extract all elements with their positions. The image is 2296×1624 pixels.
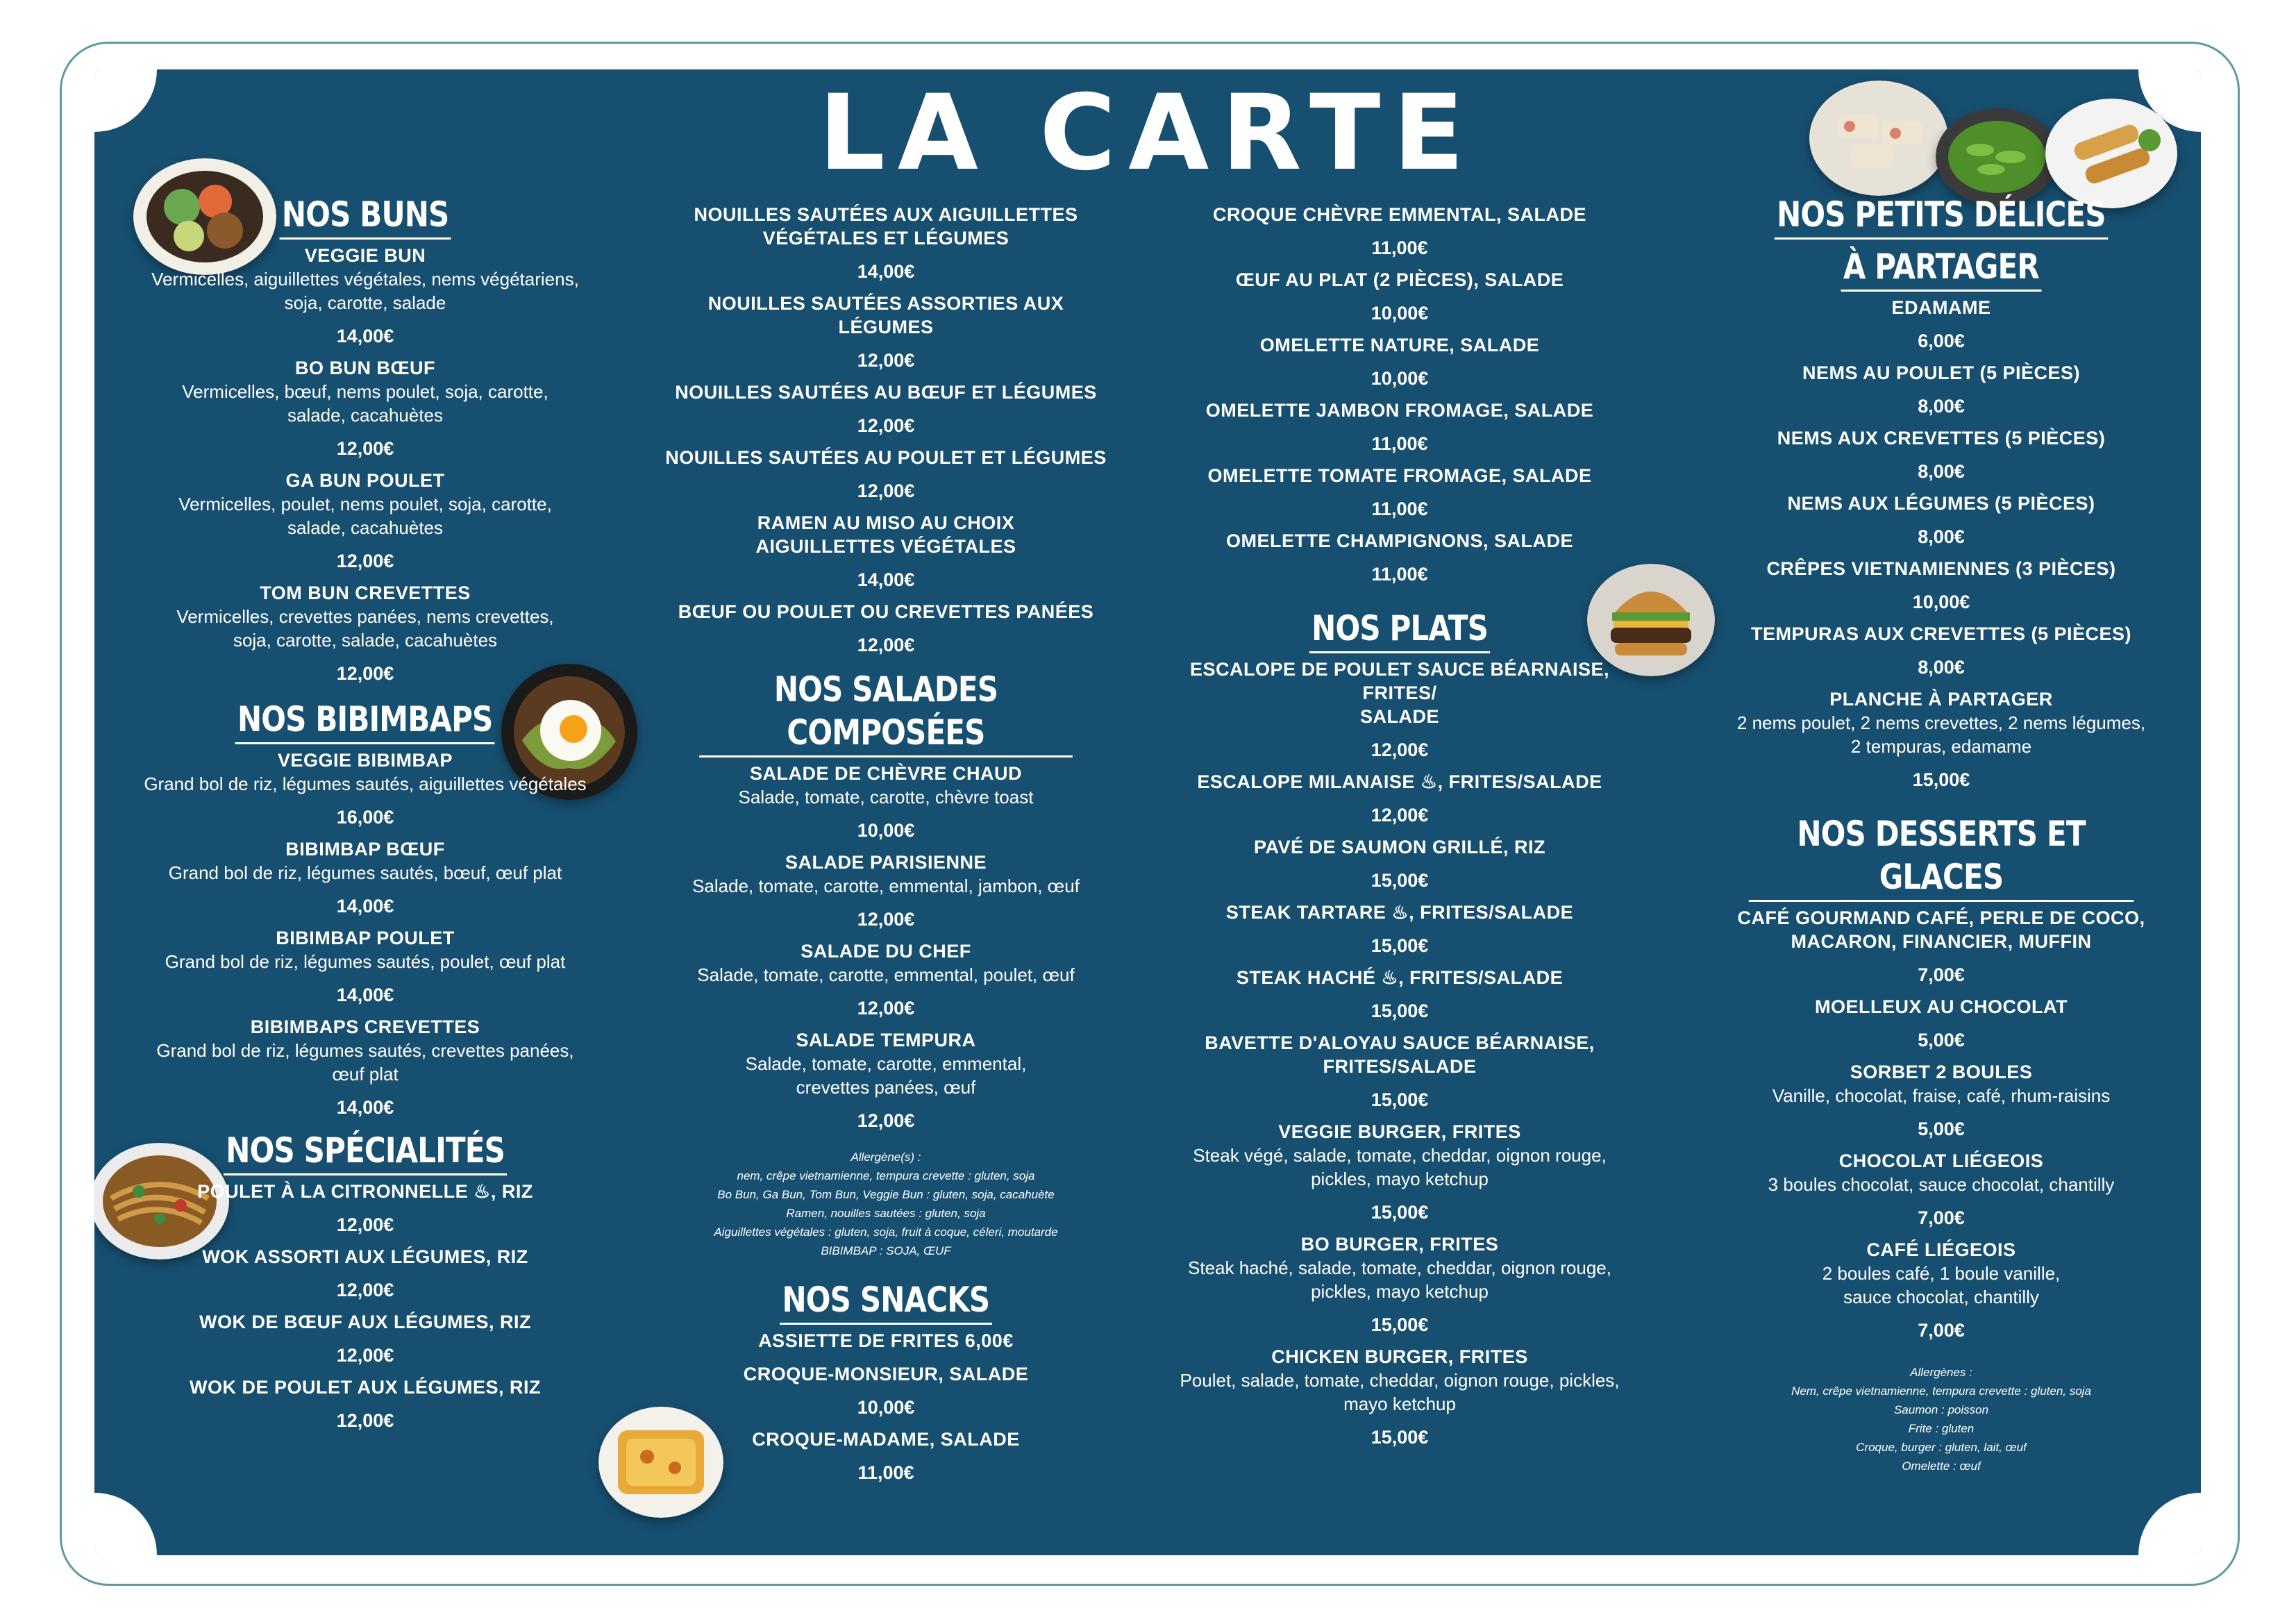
menu-item-price: 14,00€ <box>336 1097 394 1118</box>
menu-item-name: EDAMAME <box>1891 297 1991 318</box>
menu-item <box>129 356 601 460</box>
section-title-plats: NOS PLATS <box>1309 607 1491 653</box>
menu-item-price: 11,00€ <box>857 1462 914 1483</box>
menu-item-price: 12,00€ <box>857 350 915 371</box>
menu-item-name: PLANCHE À PARTAGER <box>1829 689 2053 710</box>
menu-item-name: OMELETTE NATURE, SALADE <box>1259 335 1540 355</box>
page-title: LA CARTE <box>819 73 1477 194</box>
menu-item-name: NOUILLES SAUTÉES AU POULET ET LÉGUMES <box>665 447 1107 468</box>
menu-item <box>1157 1120 1643 1224</box>
nems-photo <box>2045 99 2177 208</box>
menu-item-name: SALADE TEMPURA <box>796 1030 976 1050</box>
menu-item-name: WOK DE BŒUF AUX LÉGUMES, RIZ <box>199 1312 531 1332</box>
menu-item-description: Grand bol de riz, légumes sautés, crevettes panées, œuf plat <box>156 1040 574 1085</box>
menu-item-price: 7,00€ <box>1918 1207 1965 1228</box>
menu-item <box>129 1245 601 1302</box>
menu-item-name: NEMS AUX LÉGUMES (5 PIÈCES) <box>1787 493 2095 514</box>
menu-item <box>1712 492 2170 549</box>
section-title-bibimbaps: NOS BIBIMBAPS <box>235 698 495 744</box>
menu-item-name: CROQUE-MONSIEUR, SALADE <box>743 1364 1029 1384</box>
menu-item <box>129 1310 601 1367</box>
menu-item-name: OMELETTE CHAMPIGNONS, SALADE <box>1225 530 1573 551</box>
menu-item-price: 15,00€ <box>1371 1314 1429 1335</box>
menu-item <box>129 837 601 918</box>
section-title-salades: NOS SALADES COMPOSÉES <box>699 668 1073 757</box>
menu-item-price: 10,00€ <box>1371 303 1429 324</box>
menu-item <box>129 748 601 829</box>
menu-item-name: BO BURGER, FRITES <box>1300 1234 1499 1255</box>
section-title-desserts: NOS DESSERTS ET GLACES <box>1749 812 2134 902</box>
menu-item <box>664 511 1108 592</box>
menu-item-price: 16,00€ <box>336 807 394 828</box>
allergens-note-desserts: Allergènes : Nem, crêpe vietnamienne, tempura crevette : gluten, soja Saumon : poisson Frite : gluten Croque, burger : gluten, lait, œuf Omelette : œuf <box>1791 1366 2091 1473</box>
menu-item-name: BIBIMBAPS CREVETTES <box>250 1016 480 1037</box>
menu-item <box>1712 1149 2170 1230</box>
menu-item <box>129 1375 601 1432</box>
menu-item <box>664 203 1108 283</box>
corner-notch <box>94 1493 157 1555</box>
menu-item-name: ŒUF AU PLAT (2 PIÈCES), SALADE <box>1235 269 1564 290</box>
menu-item-price: 6,00€ <box>1918 330 1965 351</box>
menu-item-price: 5,00€ <box>1918 1030 1965 1050</box>
menu-item <box>664 1428 1108 1484</box>
section-title-partager: À PARTAGER <box>1841 245 2042 292</box>
menu-item <box>129 1180 601 1237</box>
menu-item-price: 12,00€ <box>336 1280 394 1300</box>
column-delices-desserts <box>1712 193 2170 1475</box>
menu-item-description: Salade, tomate, carotte, emmental, jambon, œuf <box>692 876 1080 896</box>
edamame-photo <box>1936 108 2058 206</box>
menu-item <box>1157 464 1643 521</box>
menu-item-description: 2 nems poulet, 2 nems crevettes, 2 nems légumes, 2 tempuras, edamame <box>1736 712 2146 757</box>
menu-item-price: 12,00€ <box>336 551 394 571</box>
section-title-snacks: NOS SNACKS <box>780 1278 992 1325</box>
menu-item-price: 10,00€ <box>1371 368 1429 389</box>
menu-item-name: TOM BUN CREVETTES <box>260 583 471 603</box>
menu-item <box>1712 296 2170 353</box>
menu-item-name: CRÊPES VIETNAMIENNES (3 PIÈCES) <box>1766 558 2116 579</box>
menu-item-name: BIBIMBAP BŒUF <box>285 839 445 860</box>
menu-item-description: Grand bol de riz, légumes sautés, aiguillettes végétales <box>144 773 587 794</box>
menu-item <box>664 1028 1108 1132</box>
menu-item <box>664 1329 1108 1353</box>
menu-item-price: 11,00€ <box>1371 433 1428 454</box>
menu-item-name: BIBIMBAP POULET <box>276 928 455 948</box>
menu-item <box>1157 333 1643 390</box>
section-title-specialites: NOS SPÉCIALITÉS <box>224 1129 508 1175</box>
menu-item-description: Salade, tomate, carotte, emmental, poulet, œuf <box>697 964 1075 985</box>
menu-item-price: 14,00€ <box>336 985 394 1005</box>
menu-item-name: CAFÉ LIÉGEOIS <box>1866 1239 2016 1260</box>
menu-item-price: 12,00€ <box>1371 739 1429 760</box>
menu-item-price: 14,00€ <box>857 261 915 282</box>
menu-item-name: OMELETTE TOMATE FROMAGE, SALADE <box>1207 465 1592 486</box>
menu-item <box>129 581 601 685</box>
menu-item-name: CAFÉ GOURMAND CAFÉ, PERLE DE COCO, MACARON, FINANCIER, MUFFIN <box>1737 907 2145 952</box>
menu-item-name: WOK ASSORTI AUX LÉGUMES, RIZ <box>202 1246 528 1267</box>
menu-item-description: Steak haché, salade, tomate, cheddar, oignon rouge, pickles, mayo ketchup <box>1188 1257 1611 1302</box>
menu-item-description: Grand bol de riz, légumes sautés, poulet, œuf plat <box>165 951 566 972</box>
menu-item <box>1712 622 2170 679</box>
menu-item-price: 12,00€ <box>857 1110 915 1131</box>
column-snacks-plats <box>1157 203 1643 1457</box>
menu-item-price: 5,00€ <box>1918 1119 1965 1139</box>
menu-item-price: 15,00€ <box>1912 769 1970 790</box>
menu-item-price: 12,00€ <box>857 998 915 1019</box>
menu-item-name: CROQUE CHÈVRE EMMENTAL, SALADE <box>1212 204 1587 225</box>
menu-item-description: 2 boules café, 1 boule vanille, sauce chocolat, chantilly <box>1822 1263 2061 1307</box>
menu-item <box>1712 906 2170 987</box>
menu-item-name: SALADE DU CHEF <box>801 941 971 962</box>
menu-item-price: 15,00€ <box>1371 870 1429 891</box>
menu-item <box>1157 399 1643 455</box>
menu-item <box>129 469 601 573</box>
menu-item-price: 12,00€ <box>336 1214 394 1235</box>
menu-item-price: 14,00€ <box>336 326 394 346</box>
corner-notch <box>2138 1493 2201 1555</box>
menu-item <box>129 1015 601 1119</box>
menu-item-price: 7,00€ <box>1918 964 1965 985</box>
menu-item-price: 10,00€ <box>857 1397 915 1418</box>
menu-item <box>664 762 1108 842</box>
menu-item <box>1712 361 2170 418</box>
menu-item-name: WOK DE POULET AUX LÉGUMES, RIZ <box>189 1377 541 1398</box>
menu-item-name: VEGGIE BURGER, FRITES <box>1278 1121 1521 1142</box>
menu-item-name: BO BUN BŒUF <box>295 358 435 378</box>
menu-item-price: 7,00€ <box>1918 1320 1965 1341</box>
menu-item <box>1157 1345 1643 1449</box>
menu-item-price: 11,00€ <box>1371 564 1428 585</box>
menu-item-name: CROQUE-MADAME, SALADE <box>752 1429 1020 1450</box>
menu-item-price: 12,00€ <box>336 663 394 684</box>
menu-item <box>1712 1060 2170 1141</box>
menu-item-price: 15,00€ <box>1371 1202 1429 1223</box>
menu-item-name: ESCALOPE DE POULET SAUCE BÉARNAISE, FRITES/ SALADE <box>1189 659 1610 727</box>
menu-item <box>1712 557 2170 614</box>
menu-item-name: RAMEN AU MISO AU CHOIX AIGUILLETTES VÉGÉTALES <box>755 512 1016 557</box>
menu-item <box>1157 203 1643 260</box>
menu-item <box>664 851 1108 931</box>
menu-item-description: Vermicelles, bœuf, nems poulet, soja, carotte, salade, cacahuètes <box>182 381 548 426</box>
menu-item-name: MOELLEUX AU CHOCOLAT <box>1815 996 2068 1017</box>
menu-item-price: 8,00€ <box>1918 657 1965 678</box>
column-nouilles-salades-snacks <box>664 203 1108 1493</box>
menu-item-name: PAVÉ DE SAUMON GRILLÉ, RIZ <box>1253 837 1546 857</box>
menu-item-description: Salade, tomate, carotte, chèvre toast <box>738 787 1034 807</box>
menu-item-price: 12,00€ <box>857 480 915 501</box>
menu-item-name: NOUILLES SAUTÉES AUX AIGUILLETTES VÉGÉTALES ET LÉGUMES <box>694 204 1078 249</box>
menu-item-description: Salade, tomate, carotte, emmental, crevettes panées, œuf <box>745 1053 1027 1098</box>
menu-item <box>664 1362 1108 1419</box>
menu-item <box>1157 1232 1643 1337</box>
menu-item-name: TEMPURAS AUX CREVETTES (5 PIÈCES) <box>1750 623 2132 644</box>
column-buns-bibimbaps-specialites <box>129 193 601 1441</box>
menu-item-description: Steak végé, salade, tomate, cheddar, oignon rouge, pickles, mayo ketchup <box>1193 1145 1607 1189</box>
section-title-buns: NOS BUNS <box>279 193 451 240</box>
menu-item-name: BAVETTE D'ALOYAU SAUCE BÉARNAISE, FRITES/SALADE <box>1205 1032 1595 1077</box>
menu-item-name: STEAK HACHÉ ♨, FRITES/SALADE <box>1236 967 1564 988</box>
menu-item-description: Vermicelles, poulet, nems poulet, soja, carotte, salade, cacahuètes <box>178 494 552 538</box>
menu-item <box>664 446 1108 503</box>
menu-item-price: 12,00€ <box>336 438 394 459</box>
menu-item-price: 12,00€ <box>857 635 915 655</box>
menu-item-price: 8,00€ <box>1918 396 1965 417</box>
menu-item-name: ESCALOPE MILANAISE ♨, FRITES/SALADE <box>1197 771 1602 792</box>
menu-item <box>129 926 601 1007</box>
menu-item-name: VEGGIE BIBIMBAP <box>277 750 453 771</box>
menu-item-price: 12,00€ <box>857 415 915 436</box>
menu-item-description: Poulet, salade, tomate, cheddar, oignon rouge, pickles, mayo ketchup <box>1180 1370 1620 1414</box>
menu-item <box>1157 770 1643 827</box>
menu-item-description: Vermicelles, aiguillettes végétales, nems végétariens, soja, carotte, salade <box>151 269 579 313</box>
menu-item-name: GA BUN POULET <box>285 470 445 491</box>
menu-item-description: Vanille, chocolat, fraise, café, rhum-raisins <box>1772 1085 2111 1106</box>
menu-panel <box>94 69 2201 1555</box>
menu-item <box>1712 687 2170 792</box>
menu-item-price: 10,00€ <box>1912 592 1970 612</box>
menu-item-name: NOUILLES SAUTÉES ASSORTIES AUX LÉGUMES <box>707 293 1064 337</box>
menu-item-price: 12,00€ <box>1371 805 1429 826</box>
menu-item-price: 12,00€ <box>336 1410 394 1431</box>
menu-item-price: 12,00€ <box>857 909 915 930</box>
menu-item <box>664 600 1108 657</box>
menu-item-name: SALADE DE CHÈVRE CHAUD <box>749 763 1023 784</box>
menu-item <box>1712 995 2170 1052</box>
menu-item-name: CHICKEN BURGER, FRITES <box>1271 1346 1528 1367</box>
menu-item-name: VEGGIE BUN <box>304 245 426 266</box>
menu-item-price: 15,00€ <box>1371 1089 1429 1110</box>
spring-rolls-photo <box>1809 81 1948 196</box>
menu-item <box>1157 835 1643 892</box>
menu-item-name: SORBET 2 BOULES <box>1850 1062 2033 1082</box>
menu-item-name: OMELETTE JAMBON FROMAGE, SALADE <box>1205 400 1594 421</box>
menu-item-description: Vermicelles, crevettes panées, nems crevettes, soja, carotte, salade, cacahuètes <box>176 606 554 651</box>
menu-item-name: NOUILLES SAUTÉES AU BŒUF ET LÉGUMES <box>675 382 1097 403</box>
menu-item-price: 11,00€ <box>1371 237 1428 258</box>
menu-item <box>1157 901 1643 957</box>
menu-item-description: Grand bol de riz, légumes sautés, bœuf, œuf plat <box>168 862 562 883</box>
menu-item <box>1157 658 1643 762</box>
menu-item-price: 10,00€ <box>857 820 915 841</box>
menu-item-price: 8,00€ <box>1918 526 1965 547</box>
menu-item-name: NEMS AUX CREVETTES (5 PIÈCES) <box>1777 428 2106 449</box>
menu-item <box>1712 426 2170 483</box>
menu-item <box>664 380 1108 437</box>
menu-item <box>1157 966 1643 1023</box>
menu-item-name: CHOCOLAT LIÉGEOIS <box>1838 1150 2044 1171</box>
allergens-note: Allergène(s) : nem, crêpe vietnamienne, tempura crevette : gluten, soja Bo Bun, Ga Bun, Tom Bun, Veggie Bun : gluten, soja, cacahuète Ramen, nouilles sautées : gluten, soja Aiguillettes végétales : gluten, soja, fruit à coque, céleri, moutarde BIBIMBAP : SOJA, ŒUF <box>714 1150 1058 1257</box>
menu-item-name: SALADE PARISIENNE <box>785 852 987 873</box>
menu-item <box>664 939 1108 1020</box>
menu-item-price: 14,00€ <box>857 569 915 590</box>
menu-item-price: 15,00€ <box>1371 935 1429 956</box>
menu-item <box>1157 529 1643 586</box>
menu-item-description: 3 boules chocolat, sauce chocolat, chantilly <box>1768 1174 2115 1195</box>
menu-item <box>129 244 601 348</box>
section-title-delices: NOS PETITS DÉLICES <box>1775 193 2108 240</box>
menu-item <box>1712 1238 2170 1342</box>
menu-item-price: 14,00€ <box>336 896 394 916</box>
menu-item-price: 15,00€ <box>1371 1427 1429 1448</box>
menu-item-name: POULET À LA CITRONNELLE ♨, RIZ <box>197 1181 533 1202</box>
menu-item-price: 8,00€ <box>1918 461 1965 482</box>
menu-item <box>1157 1031 1643 1112</box>
menu-item-name: NEMS AU POULET (5 PIÈCES) <box>1802 362 2081 383</box>
menu-item <box>1157 268 1643 325</box>
menu-item-price: 15,00€ <box>1371 1001 1429 1021</box>
menu-item-name: ASSIETTE DE FRITES 6,00€ <box>758 1330 1014 1351</box>
menu-item <box>664 292 1108 372</box>
menu-item-name: BŒUF OU POULET OU CREVETTES PANÉES <box>678 601 1094 622</box>
menu-item-price: 12,00€ <box>336 1345 394 1366</box>
menu-item-name: STEAK TARTARE ♨, FRITES/SALADE <box>1225 902 1574 923</box>
menu-item-price: 11,00€ <box>1371 499 1428 519</box>
